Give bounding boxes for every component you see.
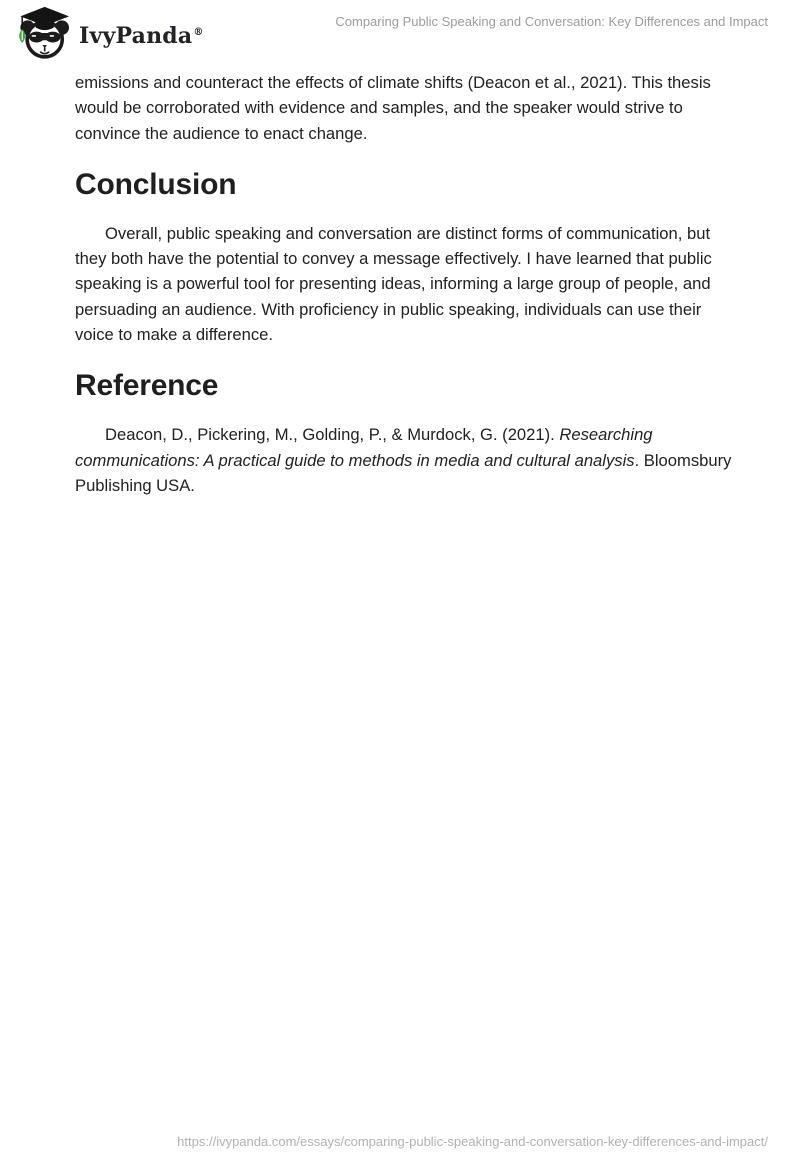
panda-graduate-icon xyxy=(14,6,70,60)
reference-entry xyxy=(75,422,737,498)
brand-wordmark: IvyPanda xyxy=(79,23,193,49)
essay-content xyxy=(75,70,737,498)
intro-paragraph: emissions and counteract the effects of climate shifts (Deacon et al., 2021). This thesis would be corroborated with evidence and samples, and the speaker would strive to convince the audience to enact change. xyxy=(75,73,711,143)
conclusion-paragraph: Overall, public speaking and conversation are distinct forms of communication, but they both have the potential to convey a message effectively. I have learned that public speaking is a powerful tool for presenting ideas, informing a large group of people, and persuading an audience. With proficiency in public speaking, individuals can use their voice to make a difference. xyxy=(75,223,712,345)
page-url-link[interactable]: https://ivypanda.com/essays/comparing-public-speaking-and-conversation-key-differences-and-impact/ xyxy=(177,1134,768,1149)
conclusion-heading: Conclusion xyxy=(75,167,237,201)
reference-heading: Reference xyxy=(75,369,219,403)
reference-publisher: . Bloomsbury Publishing USA. xyxy=(75,450,732,495)
ivypanda-logo[interactable] xyxy=(14,6,204,60)
reference-authors: Deacon, D., Pickering, M., Golding, P., & Murdock, G. (2021). xyxy=(105,425,560,445)
reference-title: Researching communications: A practical guide to methods in media and cultural analysis xyxy=(75,425,653,470)
registered-trademark-symbol: ® xyxy=(193,26,204,38)
document-title: Comparing Public Speaking and Conversation: Key Differences and Impact xyxy=(335,14,768,29)
brand-name xyxy=(79,19,204,47)
